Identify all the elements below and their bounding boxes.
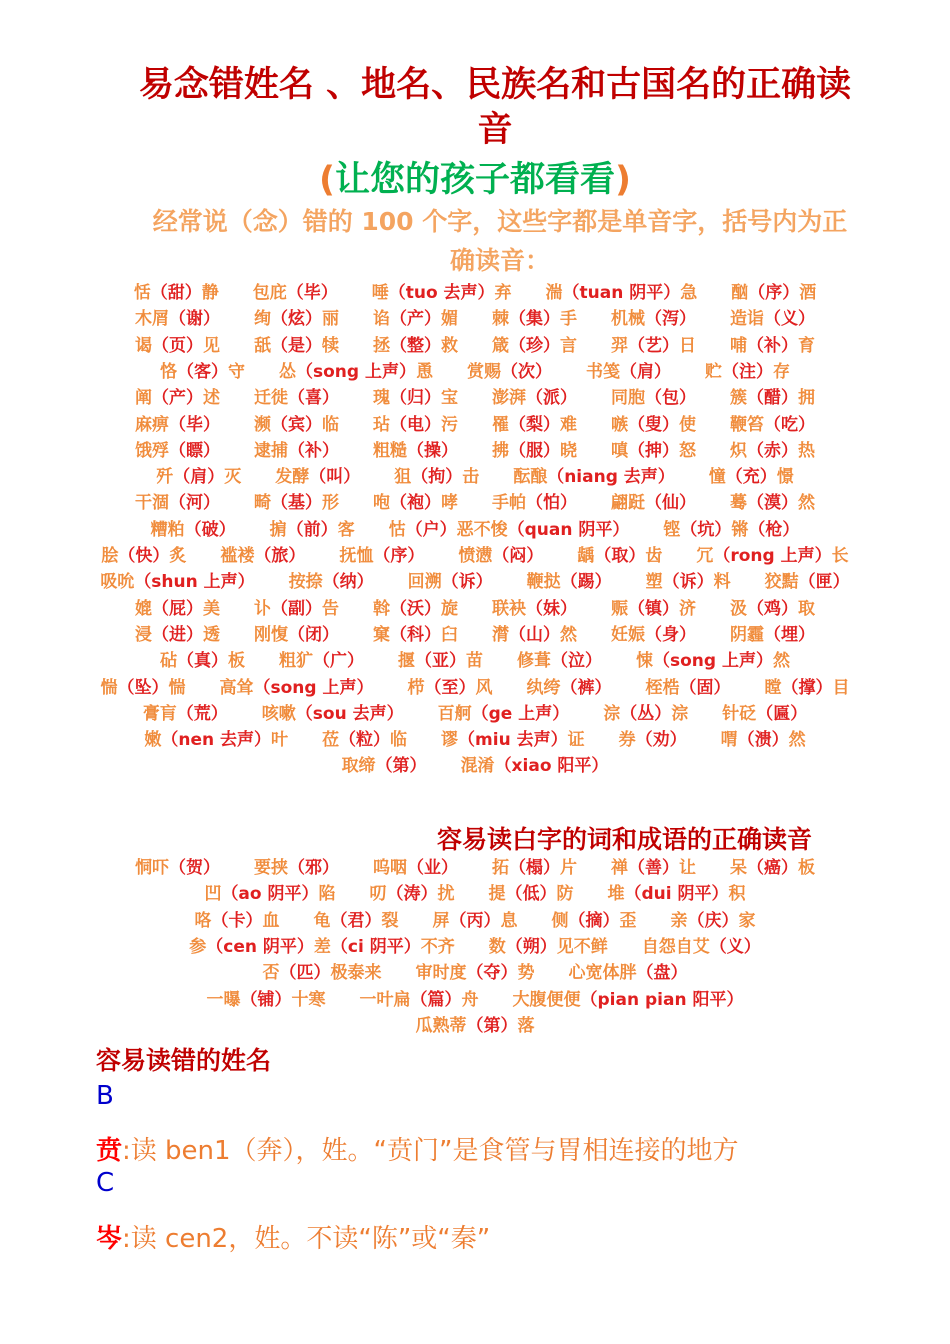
word-item: 狡黠（匣） bbox=[764, 572, 850, 593]
word-item: 拓（榻）片 bbox=[492, 858, 577, 878]
word-item: 湍（tuan 阴平）急 bbox=[545, 283, 698, 303]
word-item: 拯（整）救 bbox=[373, 335, 458, 356]
section-heading-3: 容易读错的姓名 bbox=[96, 1046, 272, 1075]
entry-ben-char: 贲 bbox=[96, 1136, 123, 1166]
word-item: 讣（副）告 bbox=[254, 598, 339, 619]
word-item: 瑰（归）宝 bbox=[373, 388, 458, 409]
word-row bbox=[0, 309, 950, 329]
word-item: 脍（快）炙 bbox=[101, 546, 187, 566]
word-item: 木屑（谢） bbox=[135, 309, 220, 330]
word-item: 回溯（诉） bbox=[407, 572, 493, 593]
word-item: 咯（卡）血 bbox=[194, 910, 280, 931]
word-item: 绚（炫）丽 bbox=[254, 309, 339, 330]
word-row bbox=[0, 599, 950, 619]
intro-line-2: 确读音： bbox=[449, 246, 550, 275]
word-item: 屏（丙）息 bbox=[432, 910, 518, 931]
entry-ben bbox=[96, 1130, 739, 1167]
word-item: 簇（醋）拥 bbox=[730, 388, 815, 409]
word-item: 悚（song 上声）然 bbox=[636, 651, 790, 672]
word-item: 翩跹（仙） bbox=[611, 493, 696, 514]
word-item: 酝酿（niang 去声） bbox=[513, 467, 675, 488]
word-row bbox=[0, 441, 950, 461]
word-item: 媲（屁）美 bbox=[135, 598, 220, 619]
word-item: 惴（坠）惴 bbox=[100, 677, 186, 698]
word-item: 桎梏（固） bbox=[645, 677, 731, 698]
word-row bbox=[0, 493, 950, 513]
letter-c: C bbox=[96, 1168, 115, 1198]
word-row bbox=[0, 730, 950, 750]
entry-ben-text: :读 ben1（奔），姓。“贲门”是食管与胃相连接的地方 bbox=[122, 1136, 739, 1166]
word-item: 膏肓（荒） bbox=[142, 703, 228, 724]
word-item: 揠（亚）苗 bbox=[398, 651, 483, 672]
word-item: 百舸（ge 上声） bbox=[437, 703, 570, 724]
word-item: 恬（甜）静 bbox=[133, 283, 219, 303]
word-item: 赏赐（次） bbox=[467, 361, 552, 382]
title-line-2: 音 bbox=[477, 110, 513, 150]
word-item: 谒（页）见 bbox=[135, 335, 220, 356]
word-item: 逮捕（补） bbox=[254, 440, 339, 461]
word-item: 亲（庆）家 bbox=[670, 910, 756, 931]
word-row bbox=[0, 625, 950, 645]
word-item: 同胞（包） bbox=[611, 388, 696, 409]
word-item: 怙（户）恶不悛（quan 阴平） bbox=[388, 519, 630, 540]
word-item: 否（匹）极泰来 bbox=[262, 963, 382, 984]
word-item: 数（朔）见不鲜 bbox=[488, 936, 608, 957]
word-item: 淙（丛）淙 bbox=[603, 703, 689, 724]
word-item: 羿（艺）日 bbox=[611, 335, 696, 356]
word-item: 书笺（肩） bbox=[586, 361, 671, 382]
word-item: 咆（袍）哮 bbox=[373, 493, 458, 514]
word-item: 修葺（泣） bbox=[517, 651, 602, 672]
word-row bbox=[0, 572, 950, 592]
word-item: 酗（序）酒 bbox=[731, 283, 817, 303]
word-item: 拂（服）晓 bbox=[492, 440, 577, 461]
word-item: 阴霾（埋） bbox=[730, 624, 815, 645]
word-item: 联袂（妹） bbox=[492, 598, 577, 619]
word-item: 恫吓（贺） bbox=[135, 858, 220, 878]
word-item: 砧（真）板 bbox=[160, 651, 245, 672]
word-row bbox=[0, 388, 950, 408]
word-item: 机械（泻） bbox=[611, 309, 696, 330]
word-item: 冗（rong 上声）长 bbox=[696, 546, 849, 566]
word-item: 针砭（匾） bbox=[722, 703, 808, 724]
word-item: 参（cen 阴平）差（ci 阴平）不齐 bbox=[189, 936, 455, 957]
word-item: 濒（宾）临 bbox=[254, 414, 339, 435]
word-item: 赈（镇）济 bbox=[611, 598, 696, 619]
word-item: 呆（癌）板 bbox=[730, 858, 815, 878]
word-item: 谄（产）媚 bbox=[373, 309, 458, 330]
word-item: 一叶扁（篇）舟 bbox=[359, 989, 479, 1010]
word-item: 塑（诉）料 bbox=[645, 572, 731, 593]
word-item: 龋（取）齿 bbox=[577, 546, 663, 566]
word-row bbox=[0, 704, 950, 724]
word-item: 叨（涛）扰 bbox=[369, 884, 455, 905]
word-item: 莅（粒）临 bbox=[322, 730, 408, 751]
word-item: 蓦（漠）然 bbox=[730, 493, 815, 514]
word-item: 狙（拘）击 bbox=[394, 467, 480, 488]
word-item: 粗糙（操） bbox=[373, 440, 458, 461]
word-row bbox=[0, 546, 950, 566]
word-item: 鞭挞（踢） bbox=[526, 572, 612, 593]
word-item: 窠（科）臼 bbox=[373, 624, 458, 645]
word-item: 喟（溃）然 bbox=[720, 730, 806, 751]
title-line-1: 易念错姓名 、地名、民族名和古国名的正确读 bbox=[138, 65, 852, 105]
word-item: 抚恤（序） bbox=[339, 546, 425, 566]
word-item: 要挟（邪） bbox=[254, 858, 339, 878]
word-item: 炽（赤）热 bbox=[730, 440, 815, 461]
word-row bbox=[0, 990, 950, 1010]
word-item: 掮（前）客 bbox=[269, 519, 355, 540]
word-row bbox=[0, 520, 950, 540]
word-item: 包庇（毕） bbox=[252, 283, 338, 303]
word-item: 造诣（义） bbox=[730, 309, 815, 330]
word-row bbox=[0, 415, 950, 435]
word-item: 按捺（纳） bbox=[288, 572, 374, 593]
word-item: 嫩（nen 去声）叶 bbox=[144, 730, 289, 751]
word-item: 贮（注）存 bbox=[705, 361, 790, 382]
word-item: 歼（肩）灭 bbox=[156, 467, 242, 488]
word-item: 愤懑（闷） bbox=[458, 546, 544, 566]
word-item: 审时度（夺）势 bbox=[415, 963, 535, 984]
word-item: 干涸（河） bbox=[135, 493, 220, 514]
word-item: 舐（是）犊 bbox=[254, 335, 339, 356]
word-item: 栉（至）风 bbox=[407, 677, 493, 698]
word-row bbox=[0, 1016, 950, 1036]
word-item: 怂（song 上声）恿 bbox=[279, 361, 433, 382]
word-item: 哺（补）育 bbox=[730, 335, 815, 356]
word-row bbox=[0, 884, 950, 904]
word-item: 混淆（xiao 阳平） bbox=[460, 756, 609, 777]
word-item: 自怨自艾（义） bbox=[641, 936, 761, 957]
word-item: 嗔（抻）怒 bbox=[611, 440, 696, 461]
word-item: 饿殍（瞟） bbox=[135, 440, 220, 461]
word-row bbox=[0, 362, 950, 382]
word-item: 嗾（叟）使 bbox=[611, 414, 696, 435]
word-item: 手帕（怕） bbox=[492, 493, 577, 514]
word-item: 澎湃（派） bbox=[492, 388, 577, 409]
subtitle bbox=[0, 158, 950, 202]
word-item: 褴褛（旅） bbox=[220, 546, 306, 566]
word-item: 瓜熟蒂（第）落 bbox=[415, 1015, 535, 1036]
section-heading-2: 容易读白字的词和成语的正确读音 bbox=[437, 825, 813, 854]
word-item: 堆（dui 阴平）积 bbox=[607, 884, 746, 905]
word-item: 阐（产）述 bbox=[135, 388, 220, 409]
word-item: 棘（集）手 bbox=[492, 309, 577, 330]
word-item: 玷（电）污 bbox=[373, 414, 458, 435]
word-item: 呜咽（业） bbox=[373, 858, 458, 878]
word-item: 恪（客）守 bbox=[160, 361, 245, 382]
word-item: 斡（沃）旋 bbox=[373, 598, 458, 619]
word-row bbox=[0, 858, 950, 878]
word-item: 心宽体胖（盘） bbox=[568, 963, 688, 984]
word-item: 提（低）防 bbox=[488, 884, 574, 905]
word-item: 鞭笞（吃） bbox=[730, 414, 815, 435]
word-item: 咳嗽（sou 去声） bbox=[261, 703, 404, 724]
word-item: 糟粕（破） bbox=[150, 519, 236, 540]
word-item: 吸吮（shun 上声） bbox=[100, 572, 255, 593]
word-item: 妊娠（身） bbox=[611, 624, 696, 645]
word-item: 瞠（撑）目 bbox=[764, 677, 850, 698]
word-item: 刚愎（闭） bbox=[254, 624, 339, 645]
word-row bbox=[0, 756, 950, 776]
word-item: 纨绔（裤） bbox=[526, 677, 612, 698]
word-row bbox=[0, 937, 950, 957]
word-item: 禅（善）让 bbox=[611, 858, 696, 878]
intro-line-1: 经常说（念）错的 100 个字，这些字都是单音字，括号内为正 bbox=[152, 207, 848, 236]
word-item: 一曝（铺）十寒 bbox=[206, 989, 326, 1010]
word-item: 箴（珍）言 bbox=[492, 335, 577, 356]
entry-cen bbox=[96, 1218, 490, 1255]
word-item: 凹（ao 阴平）陷 bbox=[204, 884, 336, 905]
word-item: 取缔（第） bbox=[341, 756, 427, 777]
word-row bbox=[0, 963, 950, 983]
word-item: 浸（进）透 bbox=[135, 624, 220, 645]
entry-cen-text: :读 cen2，姓。不读“陈”或“秦” bbox=[122, 1224, 491, 1254]
word-item: 高耸（song 上声） bbox=[219, 677, 374, 698]
word-item: 迁徙（喜） bbox=[254, 388, 339, 409]
word-item: 麻痹（毕） bbox=[135, 414, 220, 435]
word-item: 粗犷（广） bbox=[279, 651, 364, 672]
letter-b: B bbox=[96, 1081, 114, 1111]
word-item: 龟（君）裂 bbox=[313, 910, 399, 931]
word-item: 潸（山）然 bbox=[492, 624, 577, 645]
word-item: 大腹便便（pian pian 阳平） bbox=[512, 989, 744, 1010]
word-row bbox=[0, 336, 950, 356]
word-item: 汲（鸡）取 bbox=[730, 598, 815, 619]
subtitle-text: 让您的孩子都看看 bbox=[334, 160, 615, 200]
word-item: 券（劝） bbox=[618, 730, 687, 751]
word-row bbox=[0, 283, 950, 303]
subtitle-open-paren: ( bbox=[318, 160, 335, 200]
word-item: 侧（摘）歪 bbox=[551, 910, 637, 931]
word-item: 谬（miu 去声）证 bbox=[441, 730, 585, 751]
word-item: 发酵（叫） bbox=[275, 467, 361, 488]
subtitle-close-paren: ) bbox=[615, 160, 631, 200]
word-row bbox=[0, 678, 950, 698]
word-item: 畸（基）形 bbox=[254, 493, 339, 514]
word-item: 铿（坑）锵（枪） bbox=[663, 519, 800, 540]
word-item: 罹（梨）难 bbox=[492, 414, 577, 435]
word-row bbox=[0, 467, 950, 487]
word-item: 憧（充）憬 bbox=[708, 467, 794, 488]
entry-cen-char: 岑 bbox=[96, 1224, 123, 1254]
word-item: 唾（tuo 去声）弃 bbox=[371, 283, 512, 303]
word-row bbox=[0, 651, 950, 671]
word-row bbox=[0, 911, 950, 931]
